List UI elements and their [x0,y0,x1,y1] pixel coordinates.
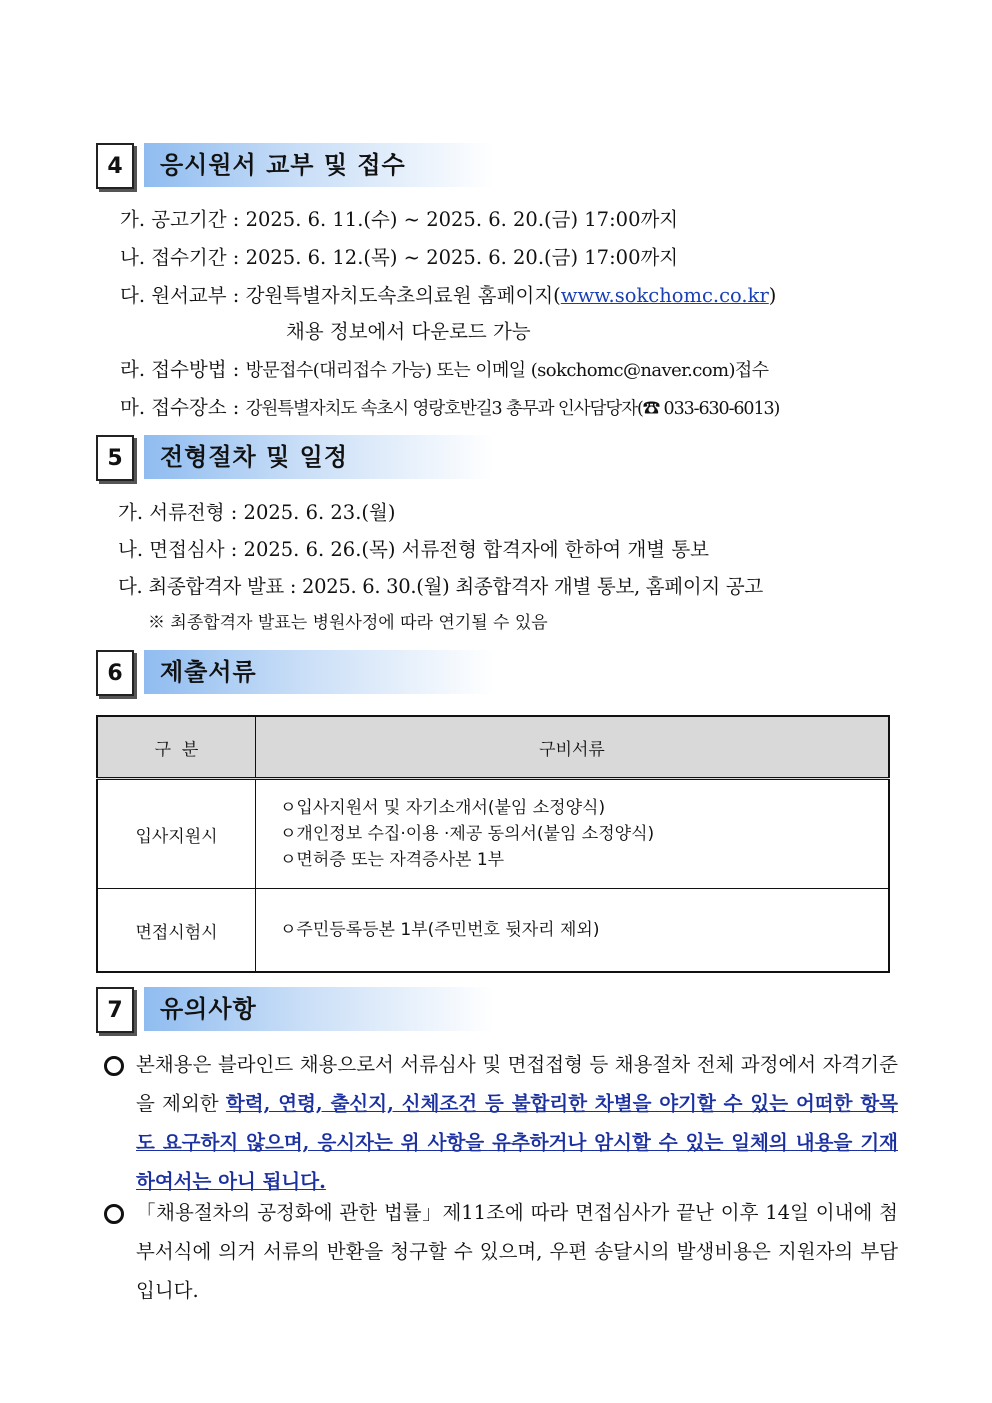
table-header-category: 구 분 [97,716,256,779]
section-title: 제출서류 [144,650,494,694]
row-items [256,779,890,889]
line-label: 다. 원서교부 : [120,284,240,307]
line-text: 2025. 6. 12.(목) ~ 2025. 6. 20.(금) 17:00까지 [245,246,679,269]
section-title: 유의사항 [144,987,494,1031]
schedule-line [120,282,776,310]
notice-document-return [100,1193,900,1313]
row-category: 면접시험시 [97,889,256,973]
line-text: 강원특별자치도 속초시 영랑호반길3 총무과 인사담당자(☎ 033-630-6013) [245,399,780,419]
notice-text [136,1045,898,1201]
line-text: 2025. 6. 11.(수) ~ 2025. 6. 20.(금) 17:00까지 [245,208,679,231]
line-text: ) [768,284,777,307]
section-6-header [96,650,496,696]
section-number: 6 [96,650,134,696]
table-row [97,779,889,889]
line-text: 강원특별자치도속초의료원 홈페이지( [245,284,561,307]
line-text: 방문접수(대리접수 가능) 또는 이메일 (sokchomc@naver.com)접수 [245,360,769,381]
row-items [256,889,890,973]
notice-plain: 본채용은 블라인드 채용으로서 서류심사 및 면접접형 등 채용절차 전체 과정에서 자격기준을 제외한 [136,1053,898,1115]
process-line: 나. 면접심사 : 2025. 6. 26.(목) 서류전형 합격자에 한하여 개별 통보 [118,538,709,561]
document-item: ㅇ면허증 또는 자격증사본 1부 [280,850,505,870]
line-label: 마. 접수장소 : [120,396,240,419]
document-item: ㅇ주민등록등본 1부(주민번호 뒷자리 제외) [280,920,600,940]
notice-emphasis: 학력, 연령, 출신지, 신체조건 등 불합리한 차별을 야기할 수 있는 어떠한 항목도 요구하지 않으며, 응시자는 위 사항을 유추하거나 암시할 수 있는 일체의 내용을 기재하여서는 아니 됩니다. [136,1092,899,1193]
bullet-icon [104,1204,124,1224]
line-label: 라. 접수방법 : [120,358,240,381]
schedule-line [120,206,678,234]
section-7-header [96,987,496,1033]
schedule-line [120,244,678,272]
table-row [97,889,889,973]
documents-table [96,715,890,973]
notice-blind-recruitment [100,1045,900,1193]
section-title: 전형절차 및 일정 [144,435,494,479]
line-label: 나. 접수기간 : [120,246,240,269]
document-item: ㅇ개인정보 수집·이용 ·제공 동의서(붙임 소정양식) [280,824,655,844]
table-header-documents: 구비서류 [256,716,890,779]
section-4-header [96,143,496,189]
section-title: 응시원서 교부 및 접수 [144,143,494,187]
process-line: 가. 서류전형 : 2025. 6. 23.(월) [118,501,396,524]
schedule-line [120,394,779,423]
row-category: 입사지원시 [97,779,256,889]
bullet-icon [104,1056,124,1076]
document-item: ㅇ입사지원서 및 자기소개서(붙임 소정양식) [280,798,606,818]
line-label: 가. 공고기간 : [120,208,240,231]
section-number: 5 [96,435,134,481]
section-number: 4 [96,143,134,189]
schedule-line-continued: 채용 정보에서 다운로드 가능 [286,320,531,343]
homepage-link[interactable]: www.sokchomc.co.kr [560,284,769,307]
process-line: 다. 최종합격자 발표 : 2025. 6. 30.(월) 최종합격자 개별 통보, 홈페이지 공고 [118,575,763,598]
notice-text: 「채용절차의 공정화에 관한 법률」제11조에 따라 면접심사가 끝난 이후 14일 이내에 첨부서식에 의거 서류의 반환을 청구할 수 있으며, 우편 송달시의 발생비용은 지원자의 부담입니다. [136,1201,898,1302]
section-number: 7 [96,987,134,1033]
section-5-header [96,435,496,481]
process-note: ※ 최종합격자 발표는 병원사정에 따라 연기될 수 있음 [148,613,548,633]
schedule-line [120,356,768,385]
